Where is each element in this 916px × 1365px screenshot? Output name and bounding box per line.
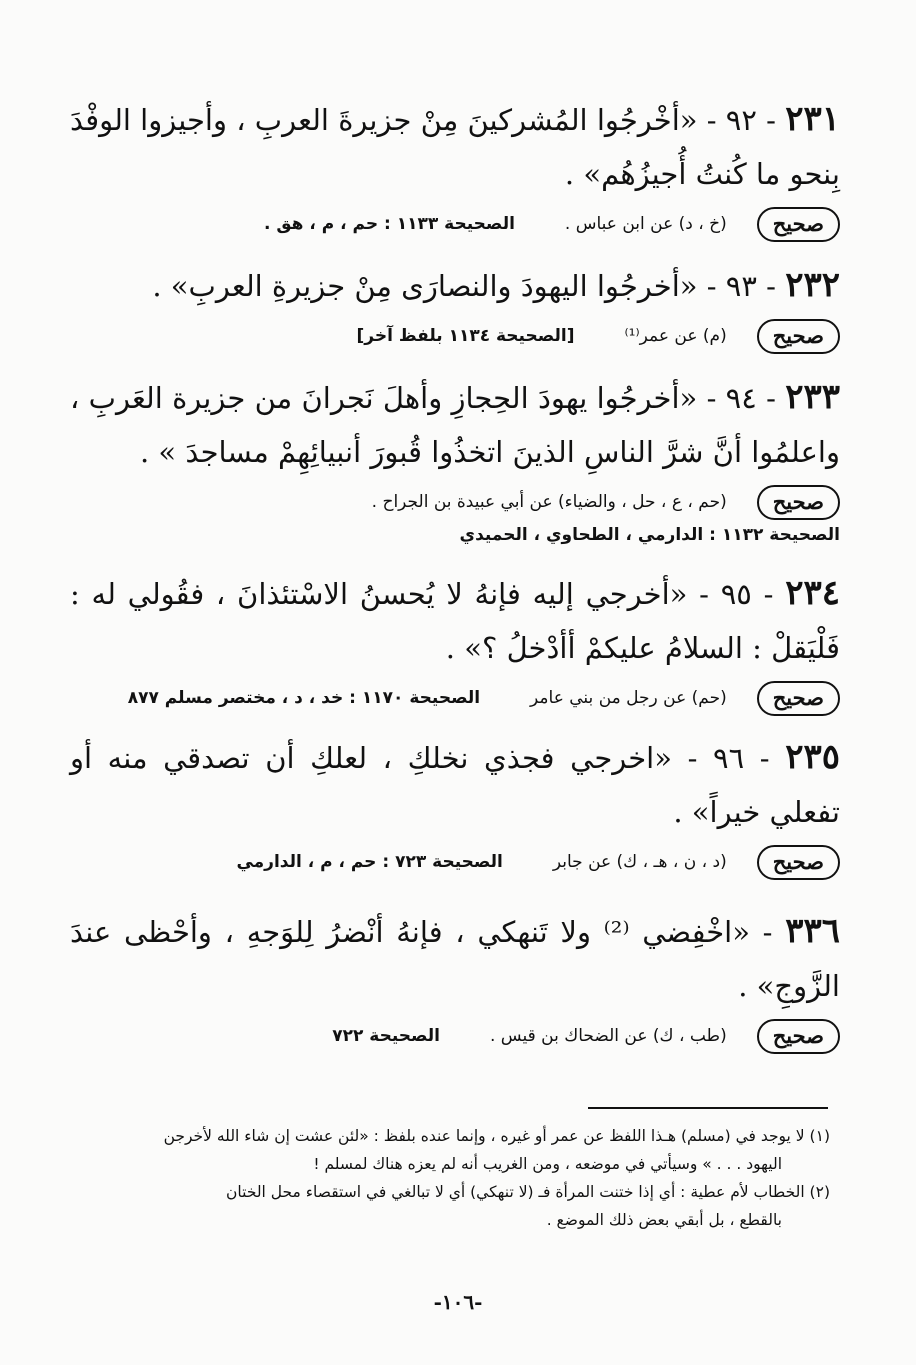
hadith-reference: الصحيحة ١١٧٠ : خد ، د ، مختصر مسلم ٨٧٧ [127, 688, 481, 708]
hadith-meta [70, 201, 840, 247]
hadith-body: «اخْفِضي ⁽²⁾ ولا تَنهكي ، فإنهُ أنْضرُ لِلوَجهِ ، وأحْظى عندَ الزَّوجِ» . [70, 915, 840, 1003]
footnote-divider [588, 1107, 828, 1109]
hadith-reference: الصحيحة ٧٢٢ [332, 1026, 440, 1046]
hadith-text: ٢٣٤ - ٩٥ - «أخرجي إليه فإنهُ لا يُحسنُ الاسْتئذانَ ، فقُولي له : فَلْيَقلْ : السلامُ عليكمْ أأدْخلُ ؟» . [70, 573, 841, 665]
hadith-text: ٢٣٣ - ٩٤ - «أخرجُوا يهودَ الحِجازِ وأهلَ نَجرانَ من جزيرة العَربِ ، واعلمُوا أنَّ شرَّ الناسِ الذينَ اتخذُوا قُبورَ أنبيائِهِمْ مساجدَ » . [70, 377, 841, 469]
hadith-meta [70, 313, 840, 359]
hadith-number: ٢٣٣ [785, 377, 841, 417]
hadith-subnumber: ٩٣ [725, 269, 757, 303]
hadith-body: «أخرجي إليه فإنهُ لا يُحسنُ الاسْتئذانَ ، فقُولي له : فَلْيَقلْ : السلامُ عليكمْ أأدْخلُ ؟» . [70, 577, 840, 665]
hadith-source: (م) عن عمر⁽¹⁾ [624, 326, 727, 346]
hadith-source: (طب ، ك) عن الضحاك بن قيس . [490, 1026, 727, 1046]
hadith-subnumber: ٩٦ [713, 741, 745, 775]
hadith-text: ٢٣٢ - ٩٣ - «أخرجُوا اليهودَ والنصارَى مِنْ جزيرةِ العربِ» . [152, 265, 840, 305]
footnote-2 [80, 1178, 830, 1234]
hadith-entry-233 [70, 370, 840, 555]
hadith-source: (د ، ن ، هـ ، ك) عن جابر [552, 852, 727, 872]
footnote-1 [80, 1122, 830, 1178]
footnote-line: اليهود . . . » وسيأتي في موضعه ، ومن الغريب أنه لم يعزه هناك لمسلم ! [313, 1155, 782, 1173]
grade-badge: صحيح [757, 845, 840, 880]
hadith-source: (حم ، ع ، حل ، والضياء) عن أبي عبيدة بن الجراح . [371, 492, 727, 512]
hadith-entry-234 [70, 566, 840, 721]
hadith-meta [70, 675, 840, 721]
hadith-body: «أخْرجُوا المُشركينَ مِنْ جزيرةَ العربِ ، وأجيزوا الوفْدَ بِنحو ما كُنتُ أُجيزُهُم» . [70, 103, 840, 191]
hadith-entry-336 [70, 904, 840, 1059]
hadith-text: ٢٣١ - ٩٢ - «أخْرجُوا المُشركينَ مِنْ جزيرةَ العربِ ، وأجيزوا الوفْدَ بِنحو ما كُنتُ أُجيزُهُم» . [70, 99, 841, 191]
hadith-meta [70, 479, 840, 525]
hadith-number: ٢٣٤ [785, 573, 841, 613]
hadith-text: ٢٣٥ - ٩٦ - «اخرجي فجذي نخلكِ ، لعلكِ أن تصدقي منه أو تفعلي خيراً» . [70, 737, 840, 829]
grade-badge: صحيح [757, 485, 840, 520]
hadith-entry-235 [70, 730, 840, 885]
footnote-line: (١) لا يوجد في (مسلم) هـذا اللفظ عن عمر أو غيره ، وإنما عنده بلفظ : «لئن عشت إن شاء الله لأخرجن [163, 1127, 830, 1145]
hadith-body: «أخرجُوا يهودَ الحِجازِ وأهلَ نَجرانَ من جزيرة العَربِ ، واعلمُوا أنَّ شرَّ الناسِ الذينَ اتخذُوا قُبورَ أنبيائِهِمْ مساجدَ » . [70, 381, 840, 469]
grade-badge: صحيح [757, 319, 840, 354]
hadith-number: ٣٣٦ [785, 911, 840, 951]
page-number: -١٠٦- [433, 1290, 483, 1314]
hadith-reference: الصحيحة ١١٣٣ : حم ، م ، هق . [263, 214, 515, 234]
hadith-number: ٢٣٢ [785, 265, 840, 305]
hadith-reference: [الصحيحة ١١٣٤ بلفظ آخر] [356, 326, 575, 346]
footnote-line: (٢) الخطاب لأم عطية : أي إذا ختنت المرأة فـ (لا تنهكي) أي لا تبالغي في استقصاء محل الختان [226, 1183, 830, 1201]
grade-badge: صحيح [757, 1019, 840, 1054]
hadith-source: (حم) عن رجل من بني عامر [530, 688, 727, 708]
hadith-reference: الصحيحة ٧٢٣ : حم ، م ، الدارمي [236, 852, 503, 872]
hadith-source: (خ ، د) عن ابن عباس . [564, 214, 727, 234]
hadith-subnumber: ٩٤ [725, 381, 757, 415]
hadith-number: ٢٣١ [785, 99, 841, 139]
hadith-text: ٣٣٦ - «اخْفِضي ⁽²⁾ ولا تَنهكي ، فإنهُ أنْضرُ لِلوَجهِ ، وأحْظى عندَ الزَّوجِ» . [70, 911, 840, 1003]
footnotes [80, 1122, 830, 1234]
hadith-entry-232 [70, 258, 840, 359]
hadith-subnumber: ٩٢ [725, 103, 757, 137]
grade-badge: صحيح [757, 207, 840, 242]
hadith-number: ٢٣٥ [785, 737, 840, 777]
hadith-meta [70, 1013, 840, 1059]
grade-badge: صحيح [757, 681, 840, 716]
hadith-body: «اخرجي فجذي نخلكِ ، لعلكِ أن تصدقي منه أو تفعلي خيراً» . [70, 741, 840, 829]
hadith-reference: الصحيحة ١١٣٢ : الدارمي ، الطحاوي ، الحميدي [459, 525, 840, 545]
footnote-line: بالقطع ، بل أبقي بعض ذلك الموضع . [546, 1211, 782, 1229]
hadith-subnumber: ٩٥ [720, 577, 752, 611]
hadith-entry-231 [70, 92, 840, 247]
hadith-body: «أخرجُوا اليهودَ والنصارَى مِنْ جزيرةِ العربِ» . [152, 269, 698, 303]
hadith-meta [70, 839, 840, 885]
